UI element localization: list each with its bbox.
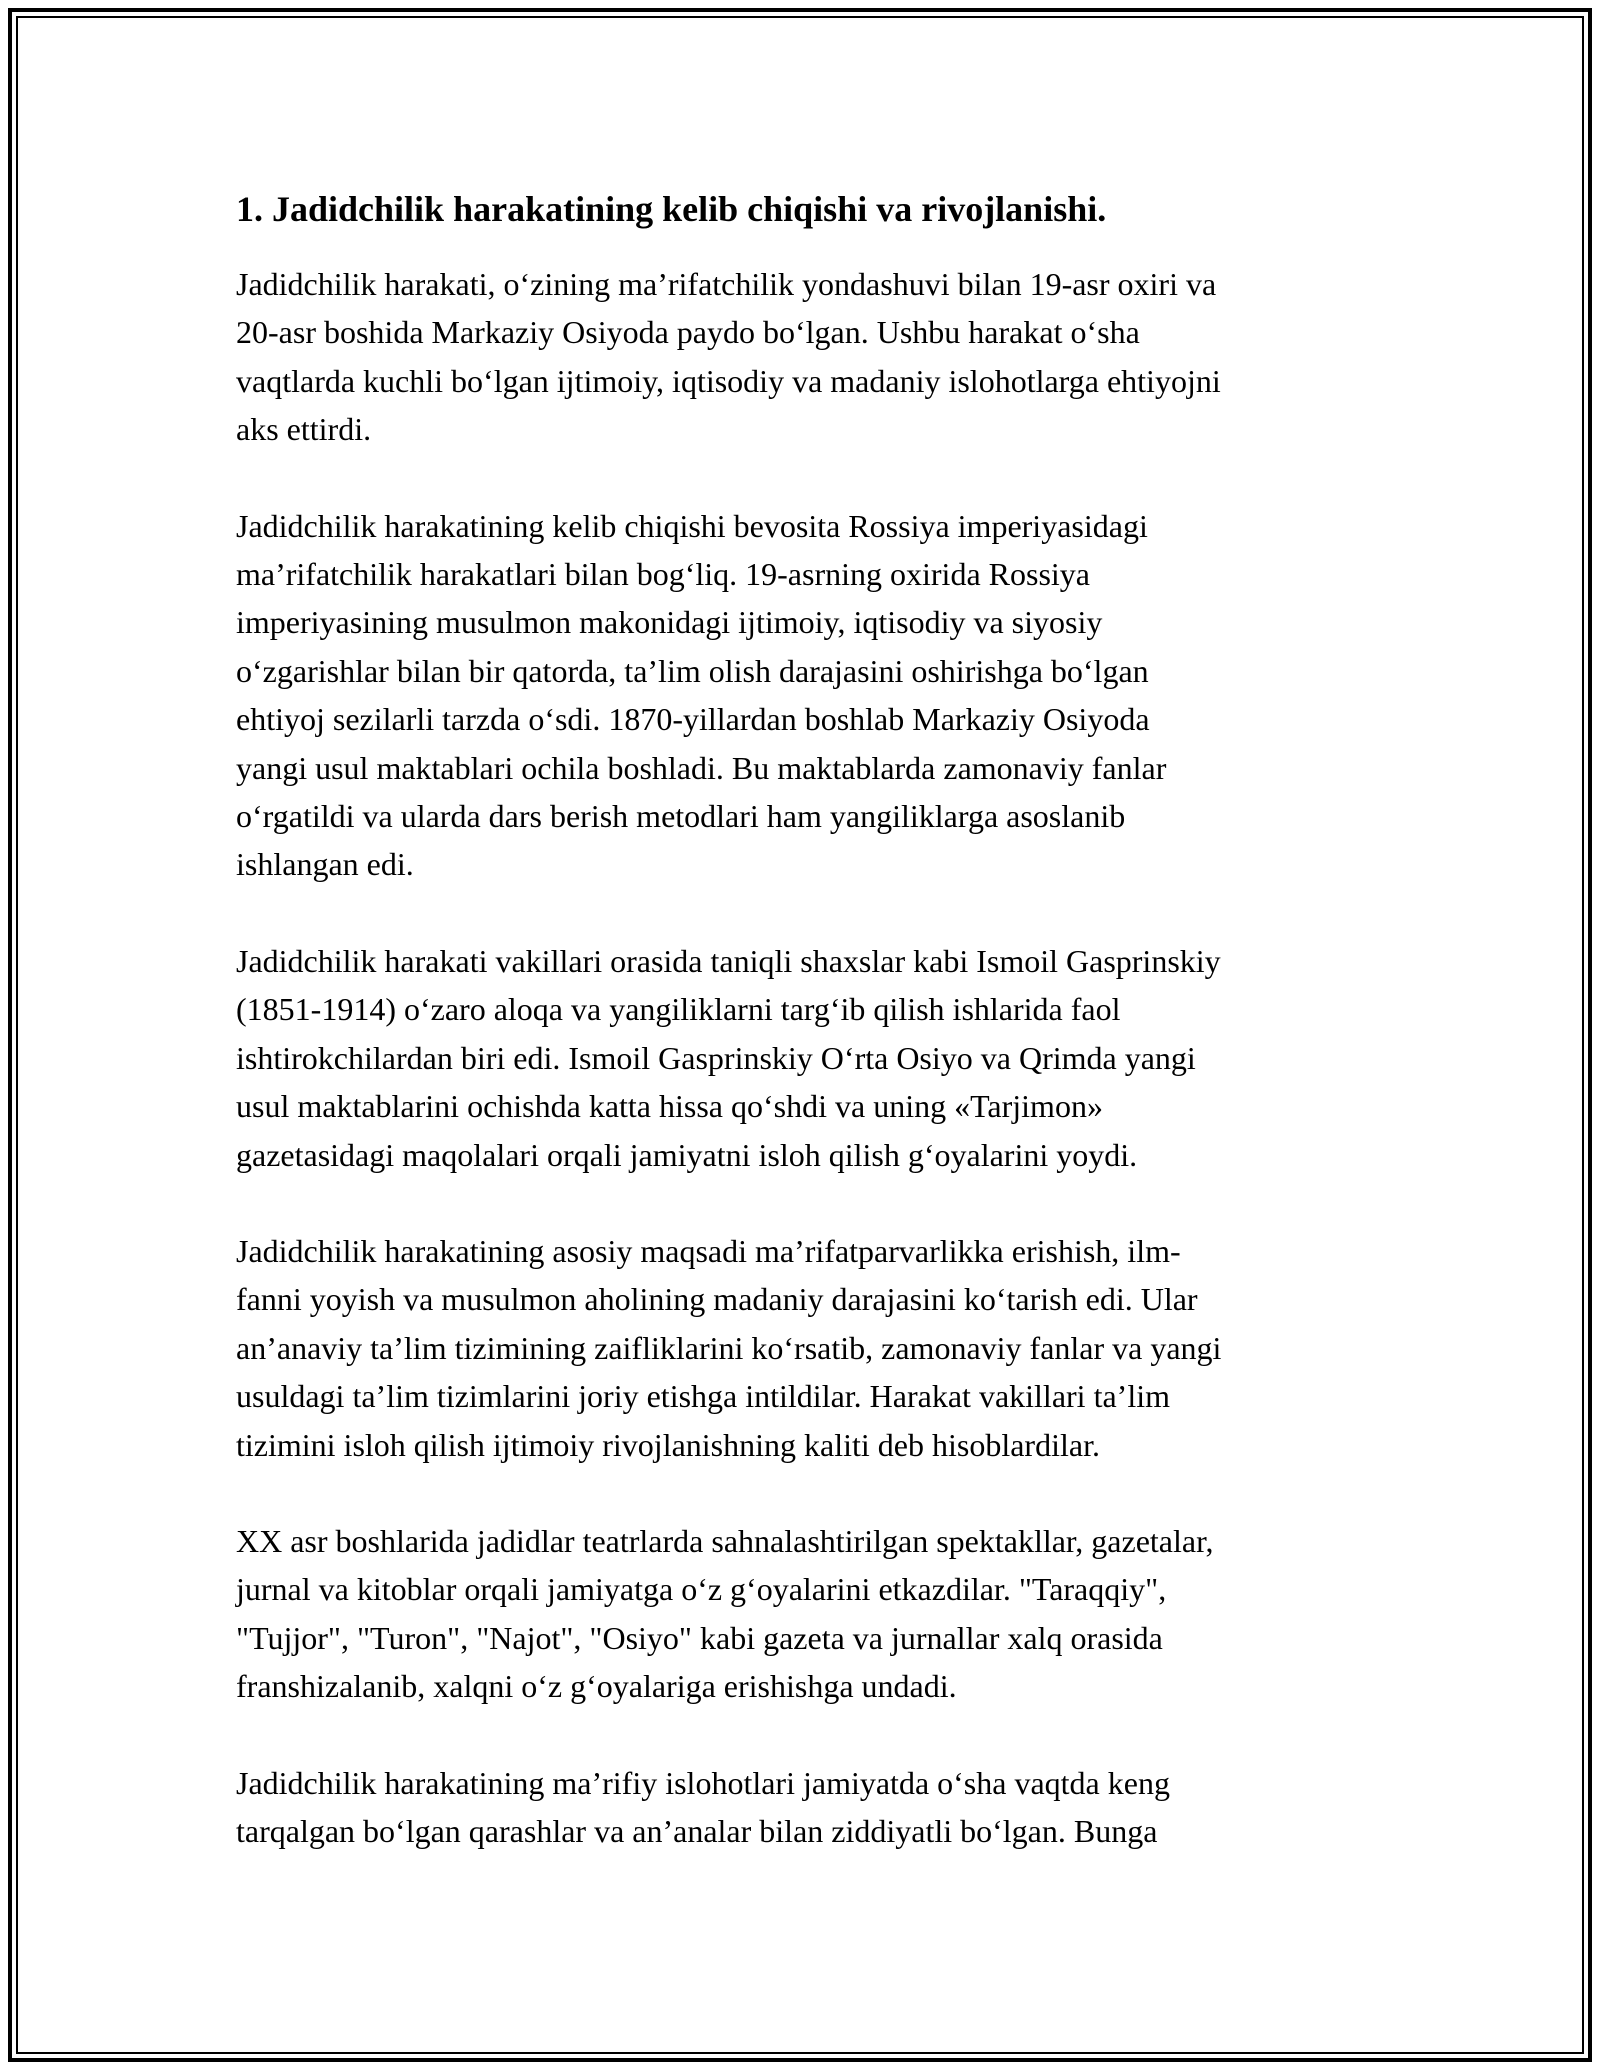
paragraph-gasprinskiy: Jadidchilik harakati vakillari orasida taniqli shaxslar kabi Ismoil Gasprinskiy (1851-1914) o‘zaro aloqa va yangiliklarni targ‘ib qilish ishlarida faol ishtirokchilardan biri edi. Ismoil Gasprinskiy O‘rta Osiyo va Qrimda yangi usul maktablarini ochishda katta hissa qo‘shdi va uning «Tarjimon» gazetasidagi maqolalari orqali jamiyatni isloh qilish g‘oyalarini yoydi. <box>236 942 1221 1173</box>
paragraph-origins: Jadidchilik harakatining kelib chiqishi bevosita Rossiya imperiyasidagi ma’rifatchilik harakatlari bilan bog‘liq. 19-asrning oxirida Rossiya imperiyasining musulmon makonidagi ijtimoiy, iqtisodiy va siyosiy o‘zgarishlar bilan bir qatorda, ta’lim olish darajasini oshirishga bo‘lgan ehtiyoj sezilarli tarzda o‘sdi. 1870-yillardan boshlab Markaziy Osiyoda yangi usul maktablari ochila boshladi. Bu maktablarda zamonaviy fanlar o‘rgatildi va ularda dars berish metodlari ham yangiliklarga asoslanib ishlangan edi. <box>236 507 1167 883</box>
document-body <box>236 186 1376 1903</box>
paragraph-intro: Jadidchilik harakati, o‘zining ma’rifatchilik yondashuvi bilan 19-asr oxiri va 20-asr boshida Markaziy Osiyoda paydo bo‘lgan. Ushbu harakat o‘sha vaqtlarda kuchli bo‘lgan ijtimoiy, iqtisodiy va madaniy islohotlarga ehtiyojni aks ettirdi. <box>236 266 1221 448</box>
paragraph-goals: Jadidchilik harakatining asosiy maqsadi ma’rifatparvarlikka erishish, ilm- fanni yoyish va musulmon aholining madaniy darajasini ko‘tarish edi. Ular an’anaviy ta’lim tizimining zaifliklarini ko‘rsatib, zamonaviy fanlar va yangi usuldagi ta’lim tizimlarini joriy etishga intildilar. Harakat vakillari ta’lim tizimini isloh qilish ijtimoiy rivojlanishning kaliti deb hisoblardilar. <box>236 1232 1222 1463</box>
paragraph-press: XX asr boshlarida jadidlar teatrlarda sahnalashtirilgan spektakllar, gazetalar, jurnal va kitoblar orqali jamiyatga o‘z g‘oyalarini etkazdilar. "Taraqqiy", "Tujjor", "Turon", "Najot", "Osiyo" kabi gazeta va jurnallar xalq orasida franshizalanib, xalqni o‘z g‘oyalariga erishishga undadi. <box>236 1522 1214 1705</box>
paragraph-reforms: Jadidchilik harakatining ma’rifiy islohotlari jamiyatda o‘sha vaqtda keng tarqalgan bo‘lgan qarashlar va an’analar bilan ziddiyatli bo‘lgan. Bunga <box>236 1764 1170 1849</box>
section-heading: 1. Jadidchilik harakatining kelib chiqishi va rivojlanishi. <box>236 189 1107 229</box>
